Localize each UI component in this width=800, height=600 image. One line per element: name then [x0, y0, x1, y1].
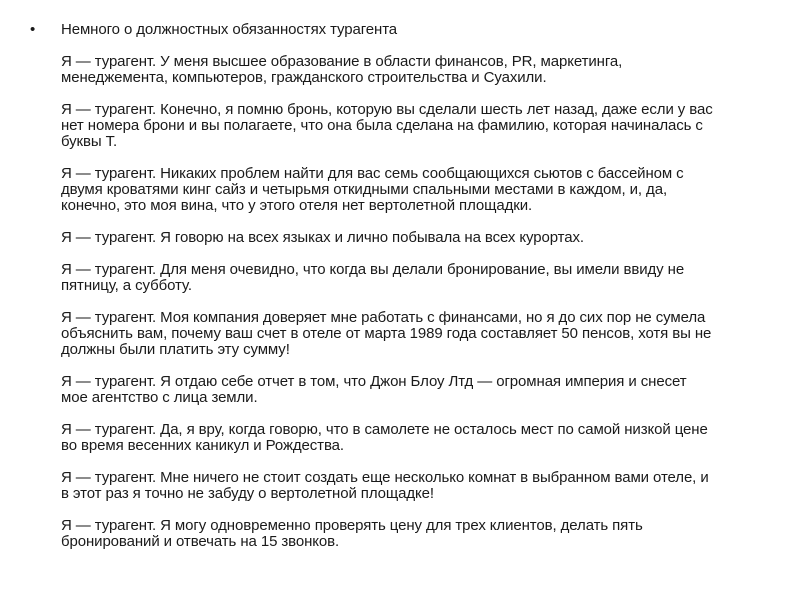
paragraph-hotel-bill: Я — турагент. Моя компания доверяет мне работать с финансами, но я до сих пор не сумела объяснить вам, почему ваш счет в отеле от марта 1989 года составляет 50 пенсов, хотя вы не должны были платить эту сумму! [61, 309, 712, 358]
slide-body [61, 22, 761, 566]
paragraph-extra-rooms: Я — турагент. Мне ничего не стоит создать еще несколько комнат в выбранном вами отеле, и в этот раз я точно не забуду о вертолетной площадке! [61, 469, 709, 502]
slide-heading: Немного о должностных обязанностях турагента [61, 21, 398, 38]
paragraph-languages: Я — турагент. Я говорю на всех языках и лично побывала на всех курортах. [61, 229, 584, 246]
paragraph-suites: Я — турагент. Никаких проблем найти для вас семь сообщающихся сьютов с бассейном с двумя кроватями кинг сайз и четырьмя откидными спальными местами в каждом, и, да, конечно, это моя вина, что у этого отеля нет вертолетной площадки. [61, 165, 684, 214]
paragraph-education: Я — турагент. У меня высшее образование в области финансов, PR, маркетинга, менеджемента, компьютеров, гражданского строительства и Суахили. [61, 53, 623, 86]
paragraph-flight-seats: Я — турагент. Да, я вру, когда говорю, что в самолете не осталось мест по самой низкой цене во время весенних каникул и Рождества. [61, 421, 708, 454]
paragraph-multitasking: Я — турагент. Я могу одновременно проверять цену для трех клиентов, делать пять бронирований и отвечать на 15 звонков. [61, 517, 643, 550]
bullet-marker: • [30, 21, 36, 38]
paragraph-john-blow: Я — турагент. Я отдаю себе отчет в том, что Джон Блоу Лтд — огромная империя и снесет мое агентство с лица земли. [61, 373, 687, 406]
paragraph-booking-memory: Я — турагент. Конечно, я помню бронь, которую вы сделали шесть лет назад, даже если у вас нет номера брони и вы полагаете, что она была сделана на фамилию, которая начиналась с буквы Т. [61, 101, 713, 150]
paragraph-friday-saturday: Я — турагент. Для меня очевидно, что когда вы делали бронирование, вы имели ввиду не пятницу, а субботу. [61, 261, 685, 294]
